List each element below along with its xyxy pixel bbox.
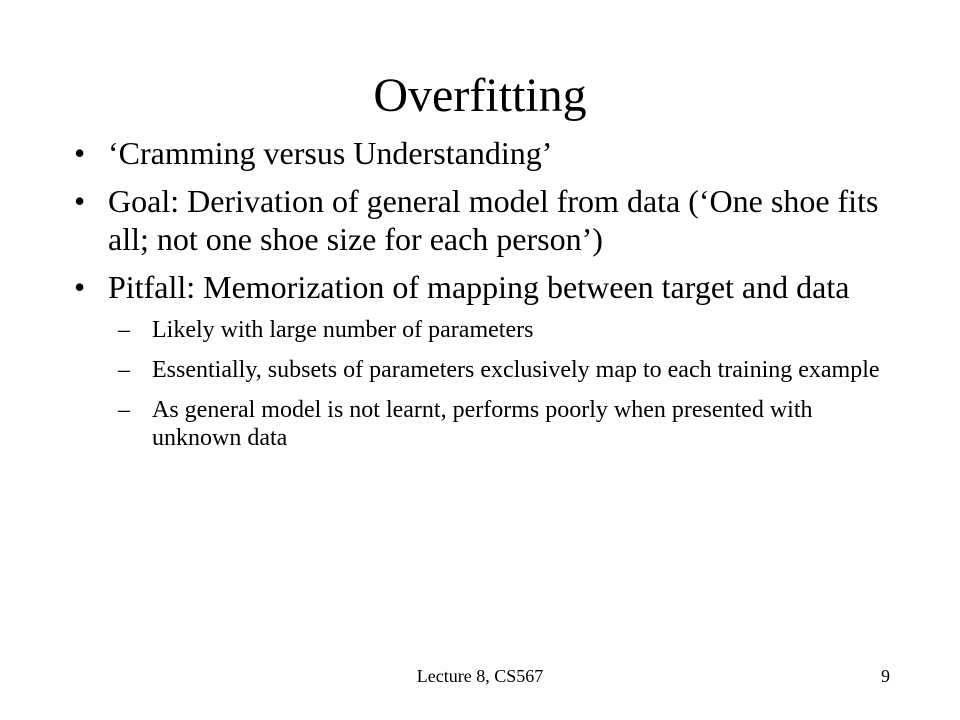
sub-bullet-item	[70, 356, 890, 384]
dash-icon: –	[118, 357, 130, 383]
bullet-icon: •	[74, 269, 86, 305]
bullet-list	[70, 134, 890, 464]
dash-icon: –	[118, 317, 130, 343]
bullet-text: Goal: Derivation of general model from data (‘One shoe fits all; not one shoe size for each person’)	[108, 183, 879, 257]
bullet-icon: •	[74, 135, 86, 171]
sub-bullet-list	[70, 316, 890, 452]
bullet-item	[70, 268, 890, 306]
bullet-item	[70, 182, 890, 258]
bullet-text: ‘Cramming versus Understanding’	[108, 135, 553, 171]
bullet-icon: •	[74, 183, 86, 219]
sub-bullet-text: Likely with large number of parameters	[152, 317, 534, 343]
dash-icon: –	[118, 397, 130, 423]
bullet-item	[70, 134, 890, 172]
sub-bullet-text: Essentially, subsets of parameters exclusively map to each training example	[152, 357, 880, 383]
sub-bullet-text: As general model is not learnt, performs poorly when presented with unknown data	[152, 397, 813, 451]
sub-bullet-item	[70, 316, 890, 344]
footer-course-label: Lecture 8, CS567	[416, 666, 544, 686]
sub-bullet-item	[70, 396, 890, 452]
footer-page-number: 9	[881, 666, 890, 686]
bullet-text: Pitfall: Memorization of mapping between target and data	[108, 269, 850, 305]
slide-title: Overfitting	[373, 69, 587, 122]
